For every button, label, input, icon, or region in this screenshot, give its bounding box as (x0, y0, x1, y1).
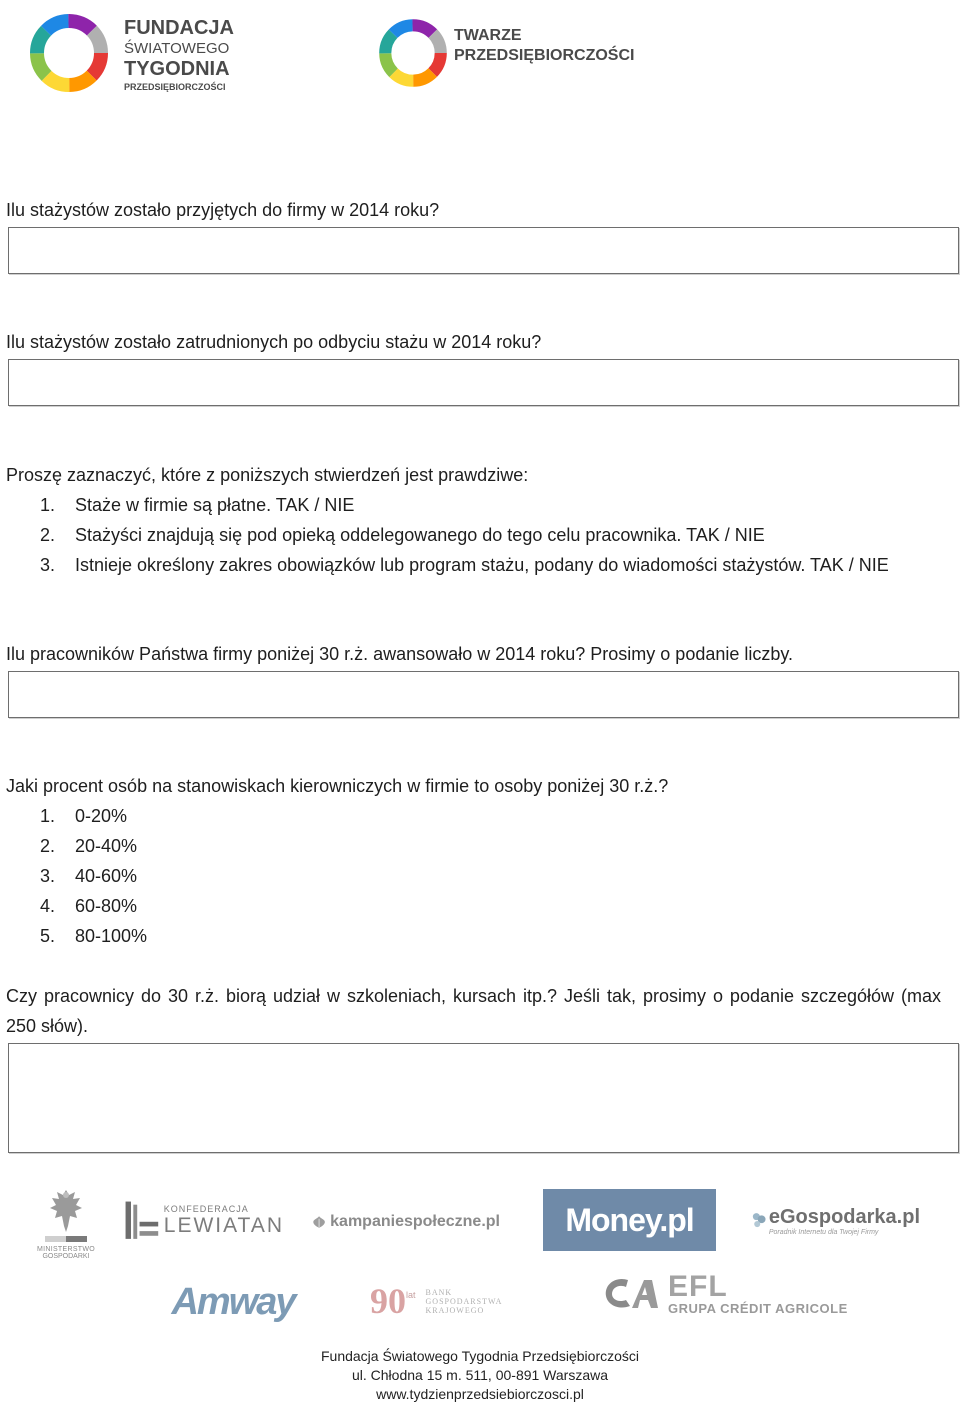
kampaniespoleczne-logo (312, 1206, 500, 1238)
list-item-number: 5. (40, 926, 56, 946)
lewiatan-line1: KONFEDERACJA (163, 1204, 249, 1214)
list-item-text: 20-40% (75, 836, 138, 856)
list-item-number: 3. (40, 866, 56, 886)
kampaniespoleczne-text: kampaniespołeczne.pl (330, 1213, 500, 1230)
egospodarka-text: eGospodarka.pl (768, 1206, 920, 1228)
twarze-logo (374, 10, 635, 100)
list-item-text: 80-100% (75, 926, 148, 946)
list-item-text: Staże w firmie są płatne. TAK / NIE (75, 495, 355, 515)
list-item-text: 0-20% (75, 806, 128, 826)
statements-list (40, 490, 940, 580)
question-interns-accepted: Ilu stażystów zostało przyjętych do firmy w 2014 roku? (6, 200, 440, 220)
flag-stripe-icon (45, 1236, 87, 1242)
colored-ring-icon (24, 8, 114, 98)
list-item (40, 550, 940, 580)
bgk-line1: BANK (425, 1287, 453, 1297)
egospodarka-tagline: Poradnik Internetu dla Twojej Firmy (768, 1229, 879, 1236)
footer (0, 1347, 960, 1404)
bgk-logo (370, 1276, 522, 1326)
efl-subtext: GRUPA CRÉDIT AGRICOLE (668, 1300, 848, 1316)
colored-ring-icon (374, 14, 452, 92)
logo1-line1: FUNDACJA (124, 17, 234, 39)
list-item (40, 520, 940, 550)
list-item-number: 3. (40, 555, 56, 575)
answer-box-training[interactable] (8, 1043, 959, 1153)
logo1-line4: PRZEDSIĘBIORCZOŚCI (124, 82, 226, 92)
list-item (40, 801, 340, 831)
list-item (40, 921, 340, 951)
list-item (40, 891, 340, 921)
credit-agricole-mark-icon (602, 1274, 660, 1314)
lewiatan-mark-icon (124, 1194, 160, 1248)
egospodarka-logo (752, 1190, 920, 1252)
bgk-line2: GOSPODARSTWA (425, 1296, 503, 1306)
answer-box-interns-accepted[interactable] (8, 227, 959, 274)
eagle-emblem-icon (46, 1186, 86, 1236)
amway-text: Amway (171, 1280, 295, 1323)
logo2-line1: TWARZE (454, 27, 522, 44)
answer-box-interns-hired[interactable] (8, 359, 959, 406)
question-statements-prompt: Proszę zaznaczyć, które z poniższych stwierdzeń jest prawdziwe: (6, 465, 529, 485)
efl-text: EFL (668, 1269, 728, 1303)
bgk-number-suffix: lat (406, 1290, 416, 1300)
bgk-line3: KRAJOWEGO (425, 1305, 485, 1315)
question-promotions: Ilu pracowników Państwa firmy poniżej 30 r.ż. awansowało w 2014 roku? Prosimy o podanie liczby. (6, 644, 794, 664)
list-item-number: 1. (40, 806, 56, 826)
list-item-number: 1. (40, 495, 56, 515)
answer-box-promotions[interactable] (8, 671, 959, 718)
fundacja-logo (24, 6, 234, 102)
percent-options-list (40, 801, 340, 951)
bgk-number: 90 (370, 1281, 406, 1321)
question-managers-percent: Jaki procent osób na stanowiskach kierowniczych w firmie to osoby poniżej 30 r.ż.? (6, 776, 669, 796)
money-pl-text: Money.pl (565, 1201, 694, 1238)
logo1-line2: ŚWIATOWEGO (124, 40, 230, 57)
ministerstwo-line1: MINISTERSTWO (36, 1246, 96, 1253)
question-interns-hired: Ilu stażystów zostało zatrudnionych po odbyciu stażu w 2014 roku? (6, 332, 542, 352)
ministerstwo-line2: GOSPODARKI (42, 1253, 90, 1260)
footer-website-link[interactable]: www.tydzienprzedsiebiorczosci.pl (376, 1386, 584, 1402)
efl-logo (602, 1270, 864, 1318)
lewiatan-line2: LEWIATAN (163, 1214, 284, 1237)
list-item-text: 40-60% (75, 866, 138, 886)
list-item-text: Istnieje określony zakres obowiązków lub program stażu, podany do wiadomości stażystów. TAK / NIE (75, 555, 889, 575)
list-item (40, 861, 340, 891)
leaf-icon (312, 1211, 326, 1233)
list-item-number: 2. (40, 836, 56, 856)
lewiatan-logo (124, 1192, 284, 1250)
list-item-number: 2. (40, 525, 56, 545)
logo2-line2: PRZEDSIĘBIORCZOŚCI (454, 47, 635, 64)
footer-org-name: Fundacja Światowego Tygodnia Przedsiębiorczości (320, 1348, 640, 1364)
list-item-text: 60-80% (75, 896, 138, 916)
footer-address: ul. Chłodna 15 m. 511, 00-891 Warszawa (351, 1367, 609, 1383)
money-pl-logo (543, 1189, 716, 1251)
globe-cluster-icon (752, 1201, 767, 1241)
list-item-text: Stażyści znajdują się pod opieką oddelegowanego do tego celu pracownika. TAK / NIE (75, 525, 765, 545)
question-training: Czy pracownicy do 30 r.ż. biorą udział w szkoleniach, kursach itp.? Jeśli tak, prosimy o podanie szczegółów (max 250 słów). (6, 986, 941, 1036)
list-item-number: 4. (40, 896, 56, 916)
list-item (40, 831, 340, 861)
ministerstwo-gospodarki-logo (36, 1186, 96, 1278)
amway-logo (170, 1276, 296, 1328)
logo1-line3: TYGODNIA (124, 58, 230, 80)
list-item (40, 490, 940, 520)
